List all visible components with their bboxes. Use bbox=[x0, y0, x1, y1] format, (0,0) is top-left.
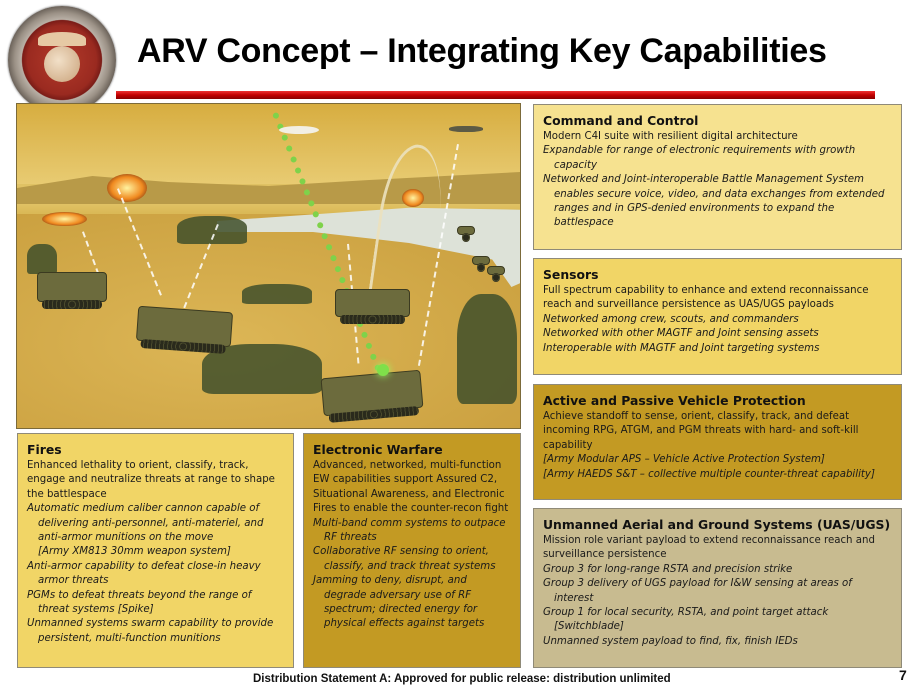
usmc-seal-logo bbox=[8, 6, 116, 114]
explosion-icon bbox=[107, 174, 147, 202]
section-item: Multi-band comm systems to outpace RF threats bbox=[313, 517, 506, 544]
ugs-drone-icon bbox=[457, 226, 475, 235]
ugs-drone-icon bbox=[472, 256, 490, 265]
eagle-emblem bbox=[38, 32, 86, 46]
sky bbox=[17, 104, 520, 184]
section-heading: Sensors bbox=[543, 267, 599, 282]
section-item: Unmanned system payload to find, fix, finish IEDs bbox=[543, 635, 798, 647]
vegetation bbox=[457, 294, 517, 404]
title-underline-rule bbox=[116, 91, 875, 99]
section-item: Mission role variant payload to extend reconnaissance reach and surveillance persistence bbox=[543, 535, 875, 561]
section-item: Group 3 for long-range RSTA and precision strike bbox=[543, 563, 793, 575]
section-heading: Unmanned Aerial and Ground Systems (UAS/UGS) bbox=[543, 517, 891, 532]
sensor-node-icon bbox=[377, 364, 389, 376]
arv-vehicle-turret bbox=[136, 306, 233, 348]
section-heading: Active and Passive Vehicle Protection bbox=[543, 393, 806, 408]
section-item: PGMs to defeat threats beyond the range of threat systems [Spike] bbox=[27, 589, 252, 616]
arv-vehicle-c2 bbox=[321, 370, 424, 417]
section-item: [Army XM813 30mm weapon system] bbox=[38, 546, 231, 558]
arv-vehicle-mortar bbox=[335, 289, 410, 317]
section-item: Expandable for range of electronic requirements with growth capacity bbox=[543, 145, 856, 171]
section-item: Networked with other MAGTF and Joint sensing assets bbox=[543, 328, 819, 340]
section-item: Networked among crew, scouts, and commanders bbox=[543, 313, 799, 325]
section-item: [Army HAEDS S&T – collective multiple counter-threat capability] bbox=[543, 468, 875, 480]
uas-drone-icon bbox=[279, 126, 319, 134]
section-item: Group 1 for local security, RSTA, and point target attack [Switchblade] bbox=[543, 607, 829, 633]
section-command-control bbox=[533, 104, 902, 250]
section-item: Interoperable with MAGTF and Joint targeting systems bbox=[543, 342, 820, 354]
section-sensors bbox=[533, 258, 902, 375]
section-item: Enhanced lethality to orient, classify, track, engage and neutralize threats at range to shape the battlespace bbox=[27, 460, 275, 500]
fighter-jet-icon bbox=[449, 126, 483, 132]
section-item: Advanced, networked, multi-function EW capabilities support Assured C2, Situational Awareness, and Electronic Fires to enable the counter-recon fight bbox=[313, 460, 509, 515]
section-item: Networked and Joint-interoperable Battle Management System enables secure voice, video, and data exchanges from extended ranges and in GPS-denied environments to expand the battlespace bbox=[543, 174, 885, 229]
section-item: Group 3 delivery of UGS payload for I&W sensing at areas of interest bbox=[543, 578, 852, 604]
arv-vehicle bbox=[37, 272, 107, 302]
battlefield-illustration bbox=[16, 103, 521, 429]
section-fires bbox=[17, 433, 294, 668]
ugs-drone-icon bbox=[487, 266, 505, 275]
slide-title: ARV Concept – Integrating Key Capabilities bbox=[137, 32, 827, 70]
section-item: Full spectrum capability to enhance and extend reconnaissance reach and surveillance persistence as UAS/UGS payloads bbox=[543, 285, 869, 311]
vegetation bbox=[27, 244, 57, 274]
section-heading: Electronic Warfare bbox=[313, 442, 443, 457]
section-item: Jamming to deny, disrupt, and degrade adversary use of RF spectrum; directed energy for physical effects against targets bbox=[313, 575, 485, 630]
section-vehicle-protection bbox=[533, 384, 902, 500]
section-heading: Command and Control bbox=[543, 113, 699, 128]
explosion-icon bbox=[42, 212, 87, 226]
section-item: Anti-armor capability to defeat close-in heavy armor threats bbox=[27, 560, 261, 587]
page-number: 7 bbox=[899, 667, 907, 683]
section-electronic-warfare bbox=[303, 433, 521, 668]
section-item: Automatic medium caliber cannon capable of delivering anti-personnel, anti-materiel, and anti-armor munitions on the move bbox=[27, 503, 264, 544]
globe-emblem bbox=[44, 46, 80, 82]
section-heading: Fires bbox=[27, 442, 62, 457]
section-item: [Army Modular APS – Vehicle Active Protection System] bbox=[543, 454, 825, 466]
section-item: Achieve standoff to sense, orient, classify, track, and defeat incoming RPG, ATGM, and PGM threats with hard- and soft-kill capability bbox=[543, 411, 859, 451]
vegetation bbox=[242, 284, 312, 304]
section-item: Modern C4I suite with resilient digital architecture bbox=[543, 131, 798, 142]
section-item: Unmanned systems swarm capability to provide persistent, multi-function munitions bbox=[27, 618, 274, 644]
distribution-statement: Distribution Statement A: Approved for public release: distribution unlimited bbox=[253, 673, 671, 685]
section-item: Collaborative RF sensing to orient, classify, and track threat systems bbox=[313, 546, 496, 572]
section-unmanned-systems bbox=[533, 508, 902, 668]
